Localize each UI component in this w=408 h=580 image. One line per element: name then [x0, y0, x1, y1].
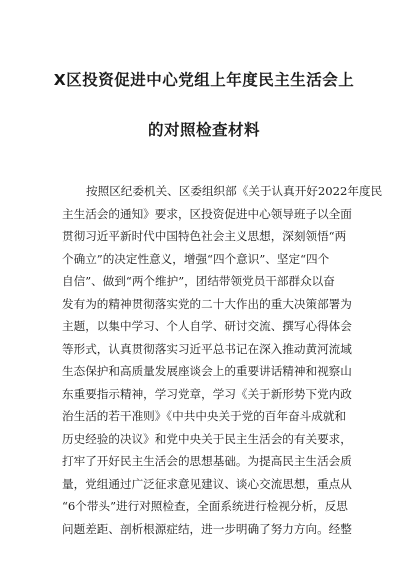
- body-line: 自信”、做到“两个维护”，团结带领党员干部群众以奋: [62, 274, 335, 288]
- body-line: 量，党组通过广泛征求意见建议、谈心交流思想，重点从: [62, 476, 352, 491]
- body-line: 主生活会的通知》要求，区投资促进中心领导班子以全面: [62, 206, 352, 221]
- document-body: [62, 180, 383, 540]
- body-line: 历史经验的决议》和党中央关于民主生活会的有关要求，: [62, 431, 352, 446]
- body-line: 按照区纪委机关、区委组织部《关于认真开好2022年度民: [86, 184, 383, 198]
- document-title-line-2: 的对照检查材料: [147, 121, 260, 139]
- body-line: 打牢了开好民主生活会的思想基础。为提高民主生活会质: [62, 454, 352, 468]
- body-line: 等形式，认真贯彻落实习近平总书记在深入推动黄河流域: [62, 341, 352, 356]
- body-line: “6个带头”进行对照检查，全面系统进行检视分析，反思: [62, 499, 348, 513]
- body-line: 治生活的若干准则》《中共中央关于党的百年奋斗成就和: [62, 409, 347, 423]
- body-line: 个确立”的决定性意义，增强“四个意识”、坚定“四个: [62, 251, 330, 266]
- body-line: 发有为的精神贯彻落实党的二十大作出的重大决策部署为: [62, 296, 352, 311]
- document-title-line-1: X区投资促进中心党组上年度民主生活会上: [53, 71, 355, 89]
- body-line: 问题差距、剖析根源症结，进一步明确了努力方向。经整: [62, 521, 352, 536]
- body-line: 生态保护和高质量发展座谈会上的重要讲话精神和视察山: [62, 364, 352, 378]
- body-line: 东重要指示精神，学习党章，学习《关于新形势下党内政: [62, 386, 352, 401]
- body-line: 主题，以集中学习、个人自学、研讨交流、撰写心得体会: [62, 319, 352, 333]
- body-line: 贯彻习近平新时代中国特色社会主义思想，深刻领悟“两: [62, 229, 347, 243]
